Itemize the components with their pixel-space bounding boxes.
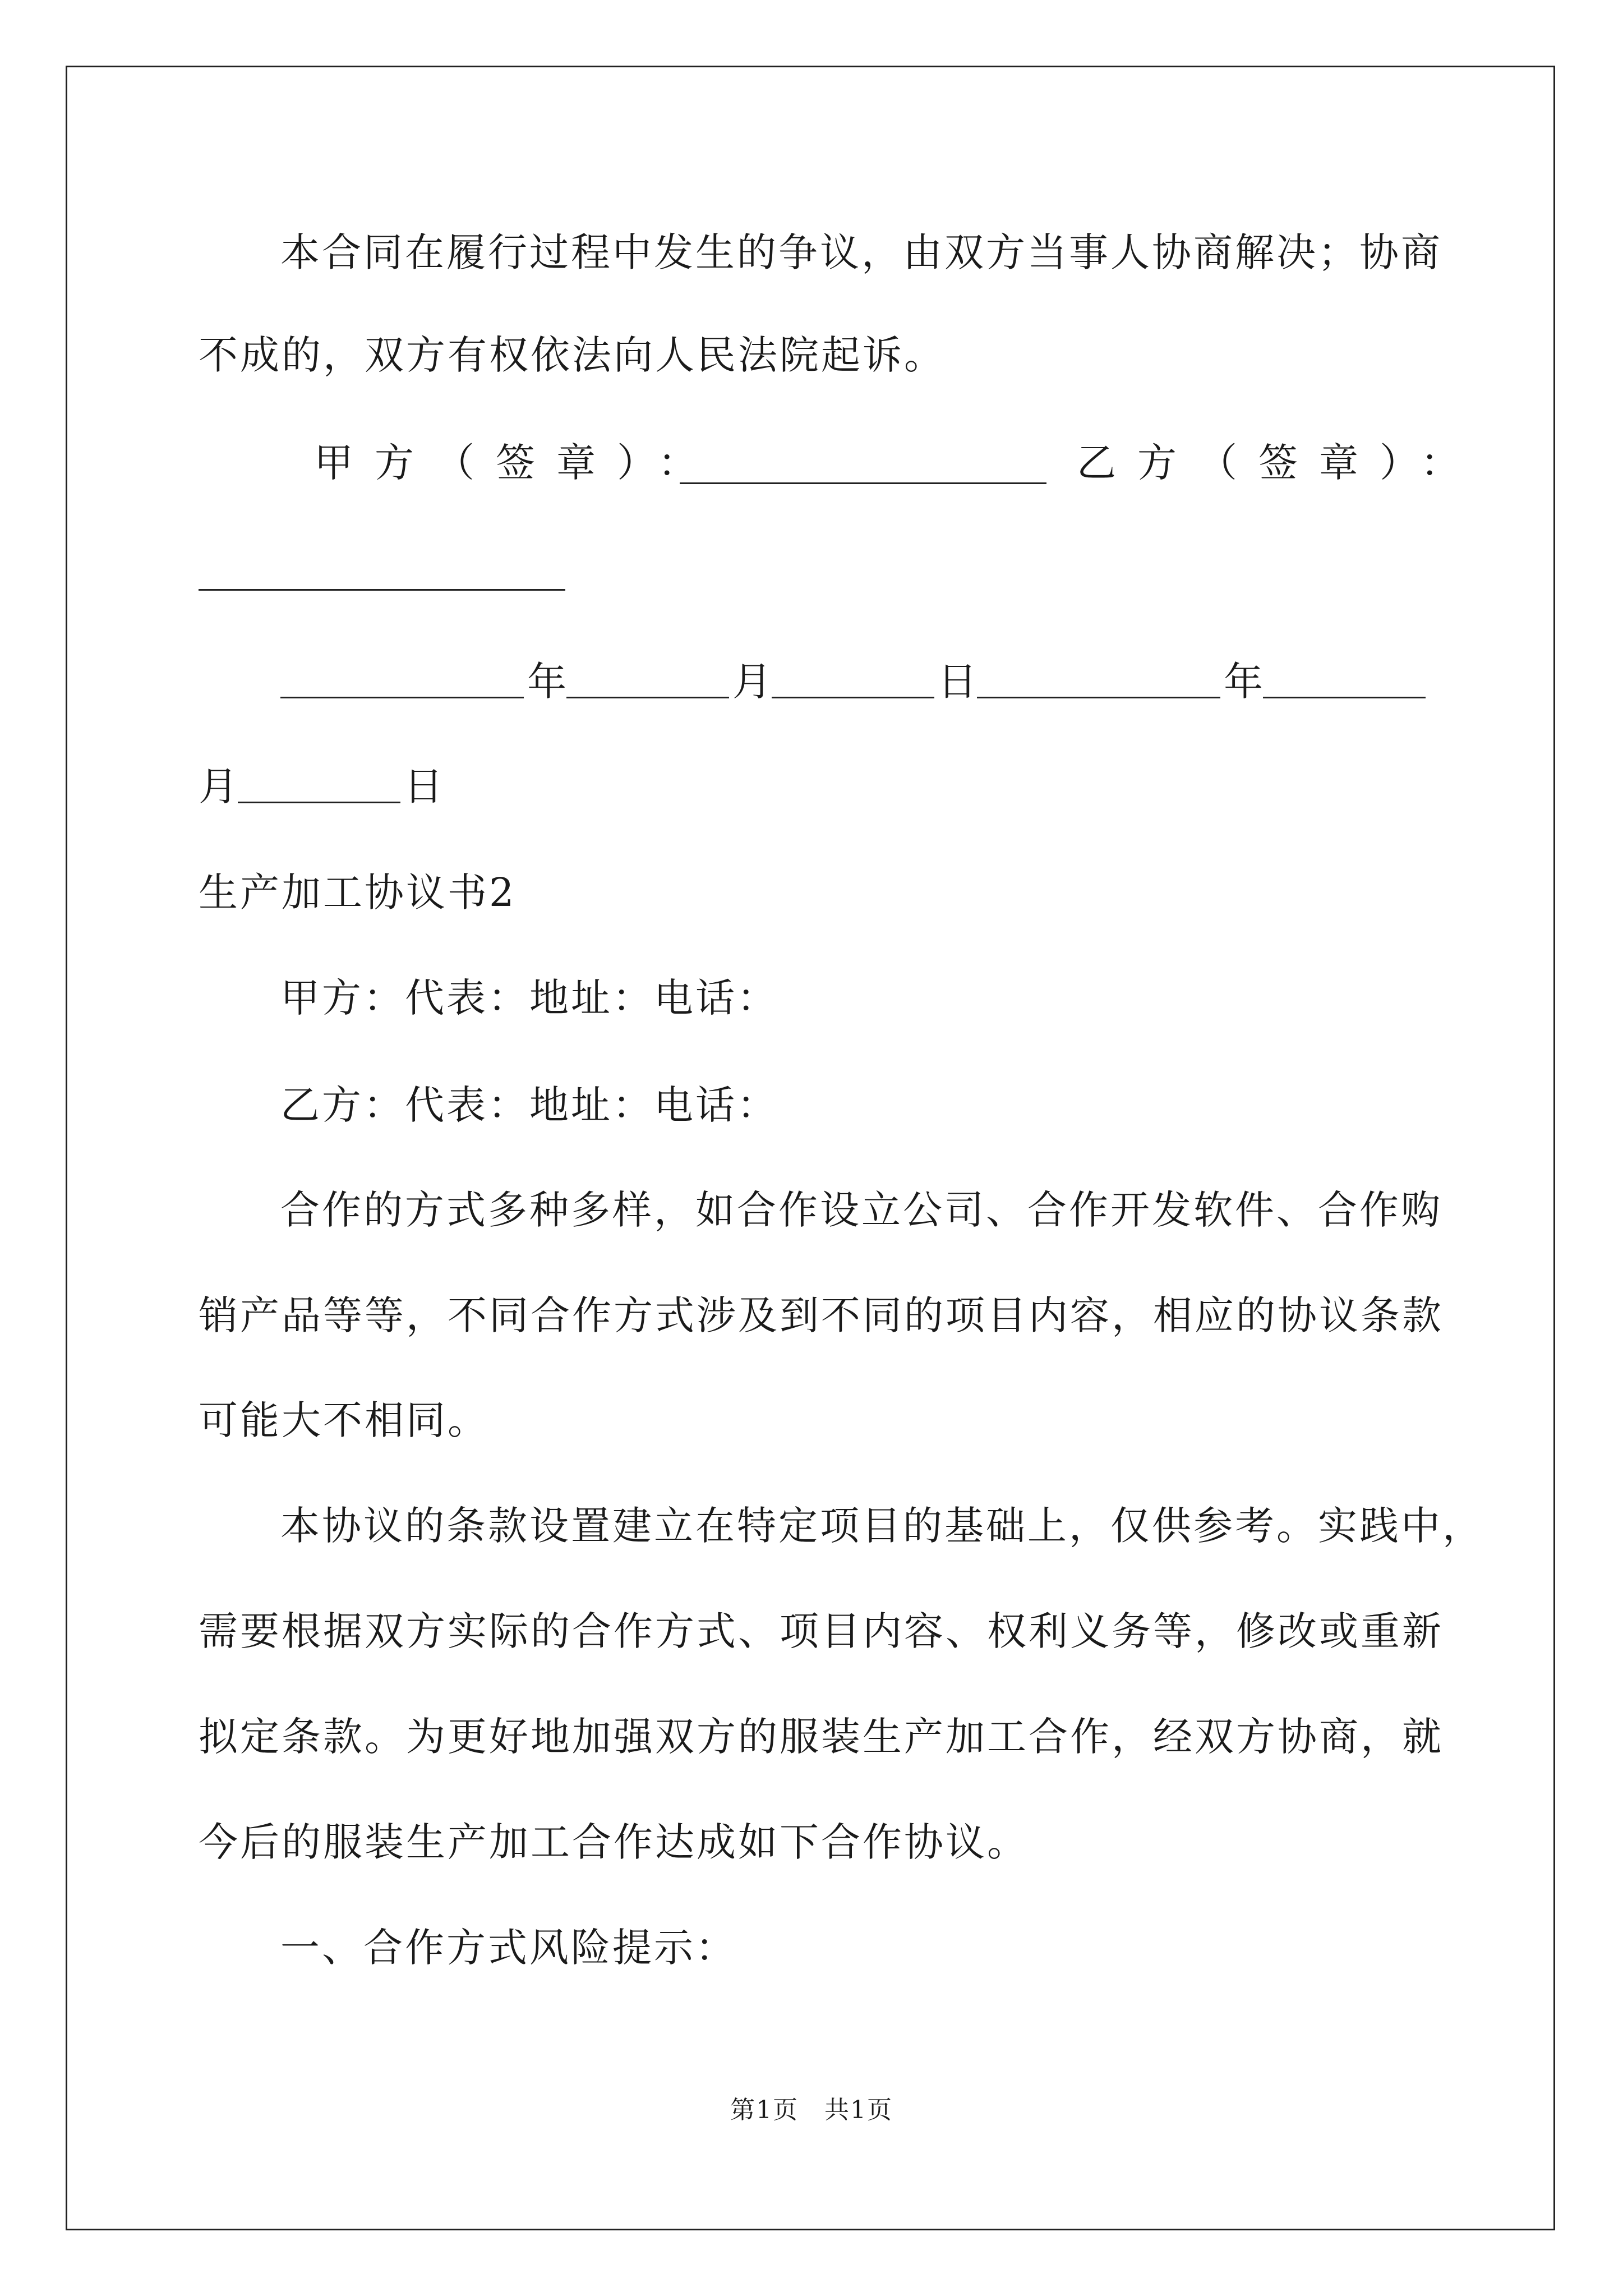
paragraph-terms-line-2: 需要根据双方实际的合作方式、项目内容、权利义务等，修改或重新 [199,1608,1444,1654]
page-footer: 第1页 共1页 [730,2096,893,2124]
party-b-day-blank [238,767,400,803]
party-b-month-blank [1263,662,1426,698]
paragraph-cooperation-line-1: 合作的方式多种多样，如合作设立公司、合作开发软件、合作购 [280,1187,1442,1233]
heading-risk: 一、合作方式风险提示： [280,1925,737,1971]
party-b-day-label: 日 [404,763,445,809]
paragraph-terms-line-3: 拟定条款。为更好地加强双方的服装生产加工合作，经双方协商，就 [199,1714,1444,1760]
section-title: 生产加工协议书2 [199,869,517,915]
party-a-info: 甲方：代表：地址：电话： [280,975,778,1021]
party-b-month-label: 月 [199,763,240,809]
party-a-day-blank [772,662,934,698]
paragraph-cooperation-line-3: 可能大不相同。 [199,1397,489,1443]
party-a-month-label: 月 [732,659,774,705]
party-b-year-label: 年 [1224,659,1265,705]
party-b-info: 乙方：代表：地址：电话： [280,1082,778,1128]
paragraph-terms-line-4: 今后的服装生产加工合作达成如下合作协议。 [199,1819,1029,1865]
page-border [66,66,1555,2230]
party-a-month-blank [566,662,729,698]
paragraph-dispute-line-1: 本合同在履行过程中发生的争议，由双方当事人协商解决；协商 [280,229,1442,275]
party-b-signature-blank [199,554,565,591]
party-b-year-blank [977,662,1220,698]
party-a-year-blank [280,662,524,698]
paragraph-dispute-line-2: 不成的，双方有权依法向人民法院起诉。 [199,332,946,378]
paragraph-terms-line-1: 本协议的条款设置建立在特定项目的基础上，仅供参考。实践中， [280,1503,1484,1549]
party-a-day-label: 日 [938,659,979,705]
party-a-signature-blank [680,448,1046,484]
paragraph-cooperation-line-2: 销产品等等，不同合作方式涉及到不同的项目内容，相应的协议条款 [199,1292,1444,1338]
party-b-signature-label: 乙方（签章）： [1077,440,1481,486]
party-a-year-label: 年 [527,659,569,705]
party-a-signature-label: 甲方（签章）： [314,440,718,486]
